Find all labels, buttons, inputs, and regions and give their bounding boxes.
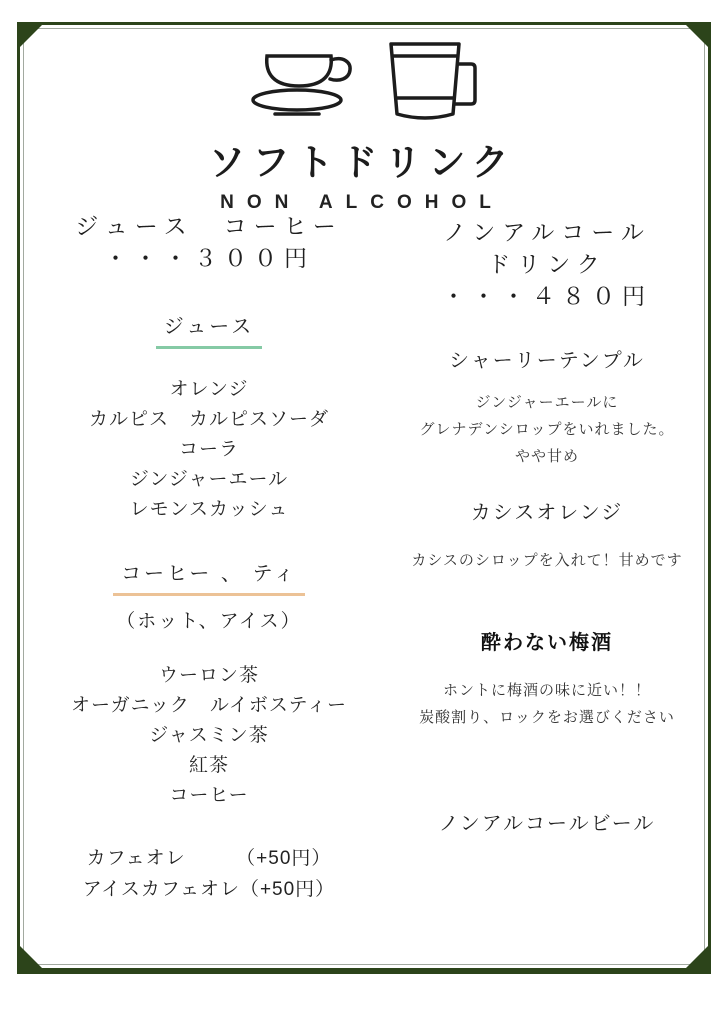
drink-description bbox=[392, 677, 702, 731]
coffee-cup-saucer-icon bbox=[245, 48, 357, 124]
corner-triangle-bottom-left bbox=[19, 945, 43, 969]
column-soft-drinks bbox=[38, 210, 380, 905]
page-subtitle: NON ALCOHOL bbox=[220, 192, 504, 213]
description-line: 炭酸割り、ロックをお選びください bbox=[419, 709, 675, 726]
page-title: ソフトドリンク bbox=[208, 140, 516, 184]
list-item: ジャスミン茶 bbox=[149, 725, 269, 746]
description-line: ジンジャーエールに bbox=[475, 394, 619, 411]
right-column-header-line1: ノンアルコール bbox=[443, 219, 651, 245]
description-line: カシスのシロップを入れて！甘めです bbox=[411, 552, 683, 569]
description-line: やや甘め bbox=[514, 448, 579, 465]
description-line: ホントに梅酒の味に近い！！ bbox=[442, 682, 651, 699]
drink-name-shirley-temple: シャーリーテンプル bbox=[449, 350, 645, 372]
list-item: ウーロン茶 bbox=[158, 665, 259, 686]
note-line: アイスカフェオレ（+50円） bbox=[82, 879, 336, 900]
juice-section-heading: ジュース bbox=[156, 310, 263, 349]
list-item: コーラ bbox=[178, 439, 239, 460]
coffee-tea-section-heading: コーヒー 、 ティ bbox=[113, 557, 305, 596]
menu-header bbox=[0, 42, 724, 214]
list-item: カルピス カルピスソーダ bbox=[88, 409, 329, 430]
drink-description bbox=[392, 547, 702, 574]
right-column-header-line2: ドリンク bbox=[487, 251, 607, 277]
left-column-header: ジュース コーヒー bbox=[75, 213, 343, 239]
mug-icon bbox=[383, 40, 479, 124]
coffee-tea-section bbox=[38, 557, 380, 633]
left-column-price: ・・・３００円 bbox=[104, 245, 314, 271]
cafe-au-lait-notes bbox=[38, 843, 380, 905]
right-column-price: ・・・４８０円 bbox=[442, 283, 652, 309]
coffee-tea-subheading: （ホット、アイス） bbox=[116, 611, 302, 632]
corner-triangle-bottom-right bbox=[685, 945, 709, 969]
description-line: グレナデンシロップをいれました。 bbox=[419, 421, 675, 438]
coffee-tea-item-list bbox=[38, 661, 380, 811]
drink-description bbox=[392, 389, 702, 470]
column-non-alcohol bbox=[392, 216, 702, 836]
list-item: ジンジャーエール bbox=[129, 469, 289, 490]
drink-name-nonalcohol-beer: ノンアルコールビール bbox=[438, 813, 656, 835]
juice-section bbox=[38, 310, 380, 349]
list-item: 紅茶 bbox=[188, 755, 229, 776]
list-item: レモンスカッシュ bbox=[129, 499, 289, 520]
list-item: コーヒー bbox=[169, 785, 249, 806]
juice-item-list bbox=[38, 375, 380, 525]
note-line: カフェオレ （+50円） bbox=[86, 848, 332, 869]
list-item: オレンジ bbox=[169, 379, 249, 400]
drink-name-nonalcohol-umeshu: 酔わない梅酒 bbox=[481, 632, 613, 654]
drink-name-cassis-orange: カシスオレンジ bbox=[470, 502, 624, 524]
list-item: オーガニック ルイボスティー bbox=[70, 695, 347, 716]
header-icons bbox=[0, 42, 724, 124]
